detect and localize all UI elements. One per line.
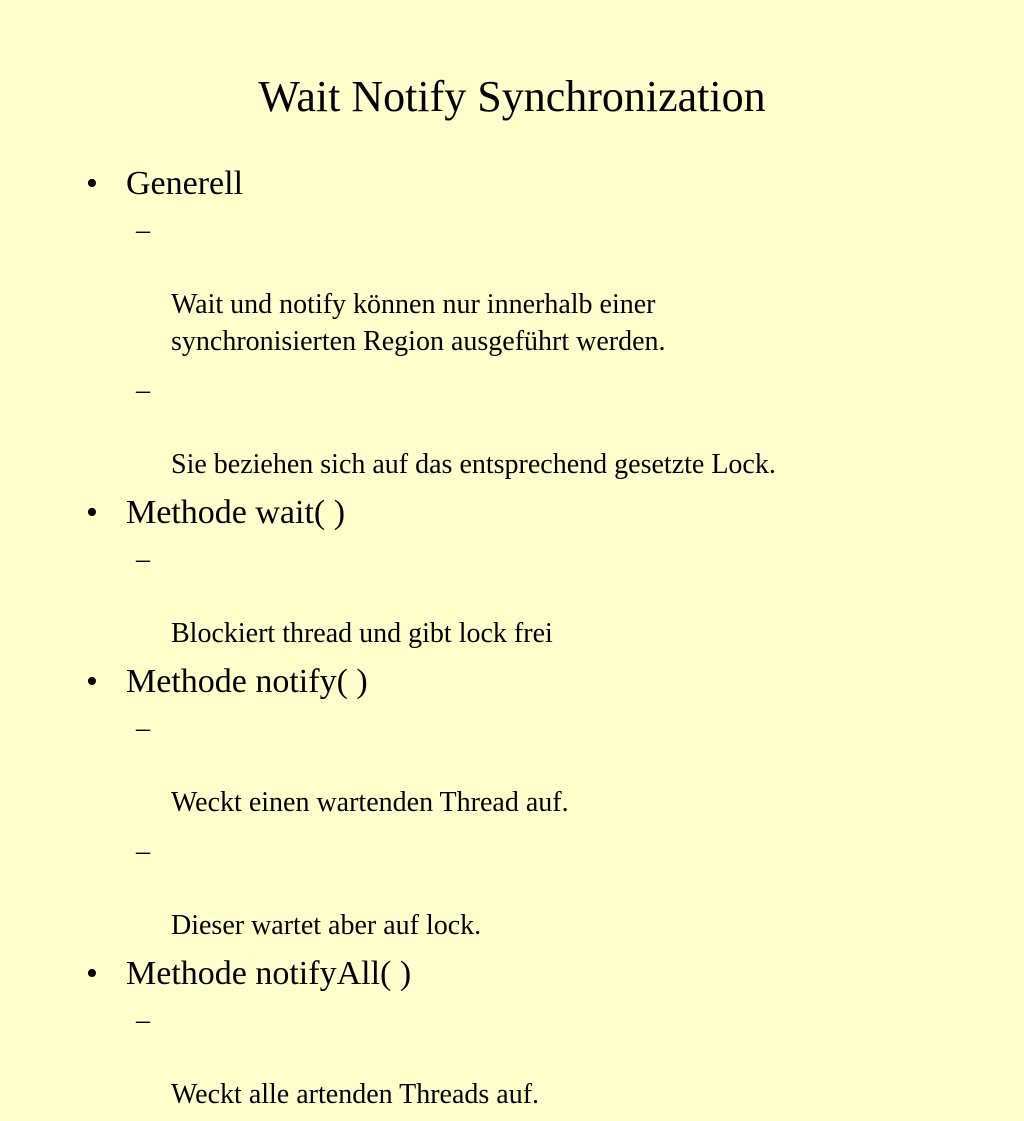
bullet-item-notify (86, 660, 936, 944)
sub-bullet-item (86, 1002, 936, 1113)
bullet-row (86, 952, 936, 996)
sub-bullet-text: Blockiert thread und gibt lock frei (171, 618, 553, 649)
bullet-icon: • (86, 955, 98, 992)
bullet-icon: • (86, 663, 98, 700)
dash-icon: – (136, 544, 150, 575)
sub-bullet-text: Sie beziehen sich auf das entsprechend gesetzte Lock. (171, 449, 776, 480)
bullet-item-generell (86, 162, 936, 483)
bullet-row (86, 660, 936, 704)
bullet-label: Methode wait( ) (126, 494, 346, 531)
sub-bullet-item (86, 372, 936, 483)
sub-bullet-list (86, 541, 936, 652)
sub-bullet-item (86, 710, 936, 821)
sub-bullet-list (86, 710, 936, 944)
bullet-label: Generell (126, 165, 244, 202)
bullet-icon: • (86, 165, 98, 202)
dash-icon: – (136, 215, 150, 246)
slide-title: Wait Notify Synchronization (258, 72, 766, 121)
sub-bullet-text: Dieser wartet aber auf lock. (171, 910, 482, 941)
dash-icon: – (136, 1005, 150, 1036)
sub-bullet-item (86, 212, 936, 360)
bullet-label: Methode notifyAll( ) (126, 955, 412, 992)
bullet-label: Methode notify( ) (126, 663, 368, 700)
sub-bullet-item (86, 833, 936, 944)
dash-icon: – (136, 375, 150, 406)
bullet-item-wait (86, 491, 936, 652)
bullet-row (86, 162, 936, 206)
sub-bullet-list (86, 1002, 936, 1113)
sub-bullet-text: Wait und notify können nur innerhalb einer synchronisierten Region ausgeführt werden. (171, 289, 666, 357)
bullet-list (86, 162, 936, 1121)
dash-icon: – (136, 713, 150, 744)
bullet-row (86, 491, 936, 535)
sub-bullet-text: Weckt alle artenden Threads auf. (171, 1079, 540, 1110)
bullet-icon: • (86, 494, 98, 531)
dash-icon: – (136, 836, 150, 867)
sub-bullet-item (86, 541, 936, 652)
sub-bullet-list (86, 212, 936, 483)
sub-bullet-text: Weckt einen wartenden Thread auf. (171, 787, 569, 818)
bullet-item-notifyall (86, 952, 936, 1113)
